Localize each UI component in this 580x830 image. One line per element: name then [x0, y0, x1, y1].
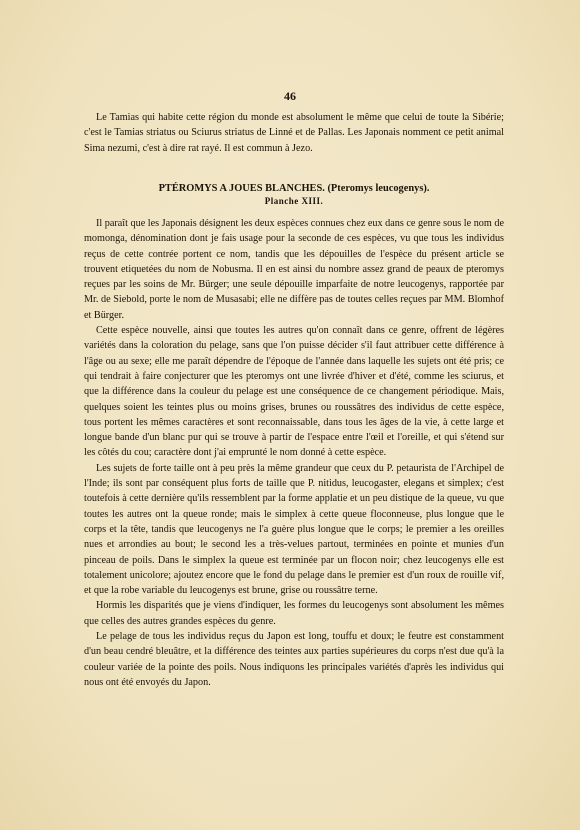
section-heading	[84, 182, 504, 208]
paragraph: Cette espèce nouvelle, ainsi que toutes les autres qu'on connaît dans ce genre, offrent de légères variétés dans la coloration du pelage, sans que l'on puisse décider s'il faut attribuer cette différence à l'âge ou au sexe; elle me paraît dépendre de l'époque de l'année dans laquelle les sujets ont été pris; ce qui tendrait à faire conjecturer que les pteromys ont une livrée d'hiver et d'été, comme les sciurus, et que la différence dans la couleur du pelage est une conséquence de ce changement périodique. Mais, quelques soient les teintes plus ou moins grises, brunes ou roussâtres des individus de cette espèce, tous portent les mêmes caractères et sont reconnaissable, dans tous les âges de la vie, à cette large et longue bande d'un blanc pur qui se trouve à partir de l'espace entre l'œil et l'oreille, et qui s'étend sur les côtés du cou; caractère dont j'ai emprunté le nom donné à cette espèce.	[84, 325, 504, 459]
intro-paragraph: Le Tamias qui habite cette région du monde est absolument le même que celui de toute la Sibérie; c'est le Tamias striatus ou Sciurus striatus de Linné et de Pallas. Les Japonais nomment ce petit animal Sima nezumi, c'est à dire rat rayé. Il est commun à Jezo.	[84, 112, 504, 154]
body-text	[84, 216, 504, 690]
intro-section	[84, 110, 504, 156]
section-title: PTÉROMYS A JOUES BLANCHES. (Pteromys leucogenys).	[158, 183, 430, 194]
paragraph: Le pelage de tous les individus reçus du Japon est long, touffu et doux; le feutre est constamment d'un beau cendré bleuâtre, et la différence des teintes aux parties supérieures du corps n'est due qu'à la couleur variée de la pointe des poils. Nous indiquons les principales variétés d'après les individus qui nous ont été envoyés du Japon.	[84, 631, 504, 688]
paragraph: Il paraît que les Japonais désignent les deux espèces connues chez eux dans ce genre sous le nom de momonga, dénomination dont je fais usage pour la seconde de ces espèces, vu que tous les individus reçus de cette contrée portent ce nom, tandis que les dépouilles de l'espèce du présent article se trouvent etiquetées du nom de Nobusma. Il en est ainsi du nombre assez grand de peaux de pteromys reçues par les soins de Mr. Bürger; une seule dépouille imparfaite de notre leucogenys, rapportée par Mr. de Siebold, porte le nom de Musasabi; elle ne diffère pas de toutes celles reçues par MM. Blomhof et Bürger.	[84, 218, 504, 321]
plate-reference: Planche XIII.	[264, 196, 324, 206]
page-number: 46	[284, 89, 296, 103]
paragraph: Les sujets de forte taille ont à peu près la même grandeur que ceux du P. petaurista de l'Archipel de l'Inde; ils sont par conséquent plus forts de taille que P. nitidus, leucogaster, elegans et simplex; c'est toutefois à cette dernière qu'ils ressemblent par la forme applatie et un peu distique de la queue, vu que toutes les autres ont la queue ronde; mais le simplex à cette queue floconneuse, plus longue que le corps et la tête, tandis que leucogenys ne l'a guère plus longue que le corps; le premier a les oreilles nues et arrondies au bout; le second les a très-velues partout, terminées en pointe et munies d'un pinceau de poils. Dans le simplex la queue est terminée par un flocon noir; chez leucogenys elle est totalement unicolore; ajoutez encore que le fond du pelage dans le premier est d'un roux de rouille vif, et que la robe variable du leucogenys est brune, grise ou roussâtre terne.	[84, 462, 504, 597]
paragraph: Hormis les disparités que je viens d'indiquer, les formes du leucogenys sont absolument les mêmes que celles des autres grandes espèces du genre.	[84, 600, 504, 627]
